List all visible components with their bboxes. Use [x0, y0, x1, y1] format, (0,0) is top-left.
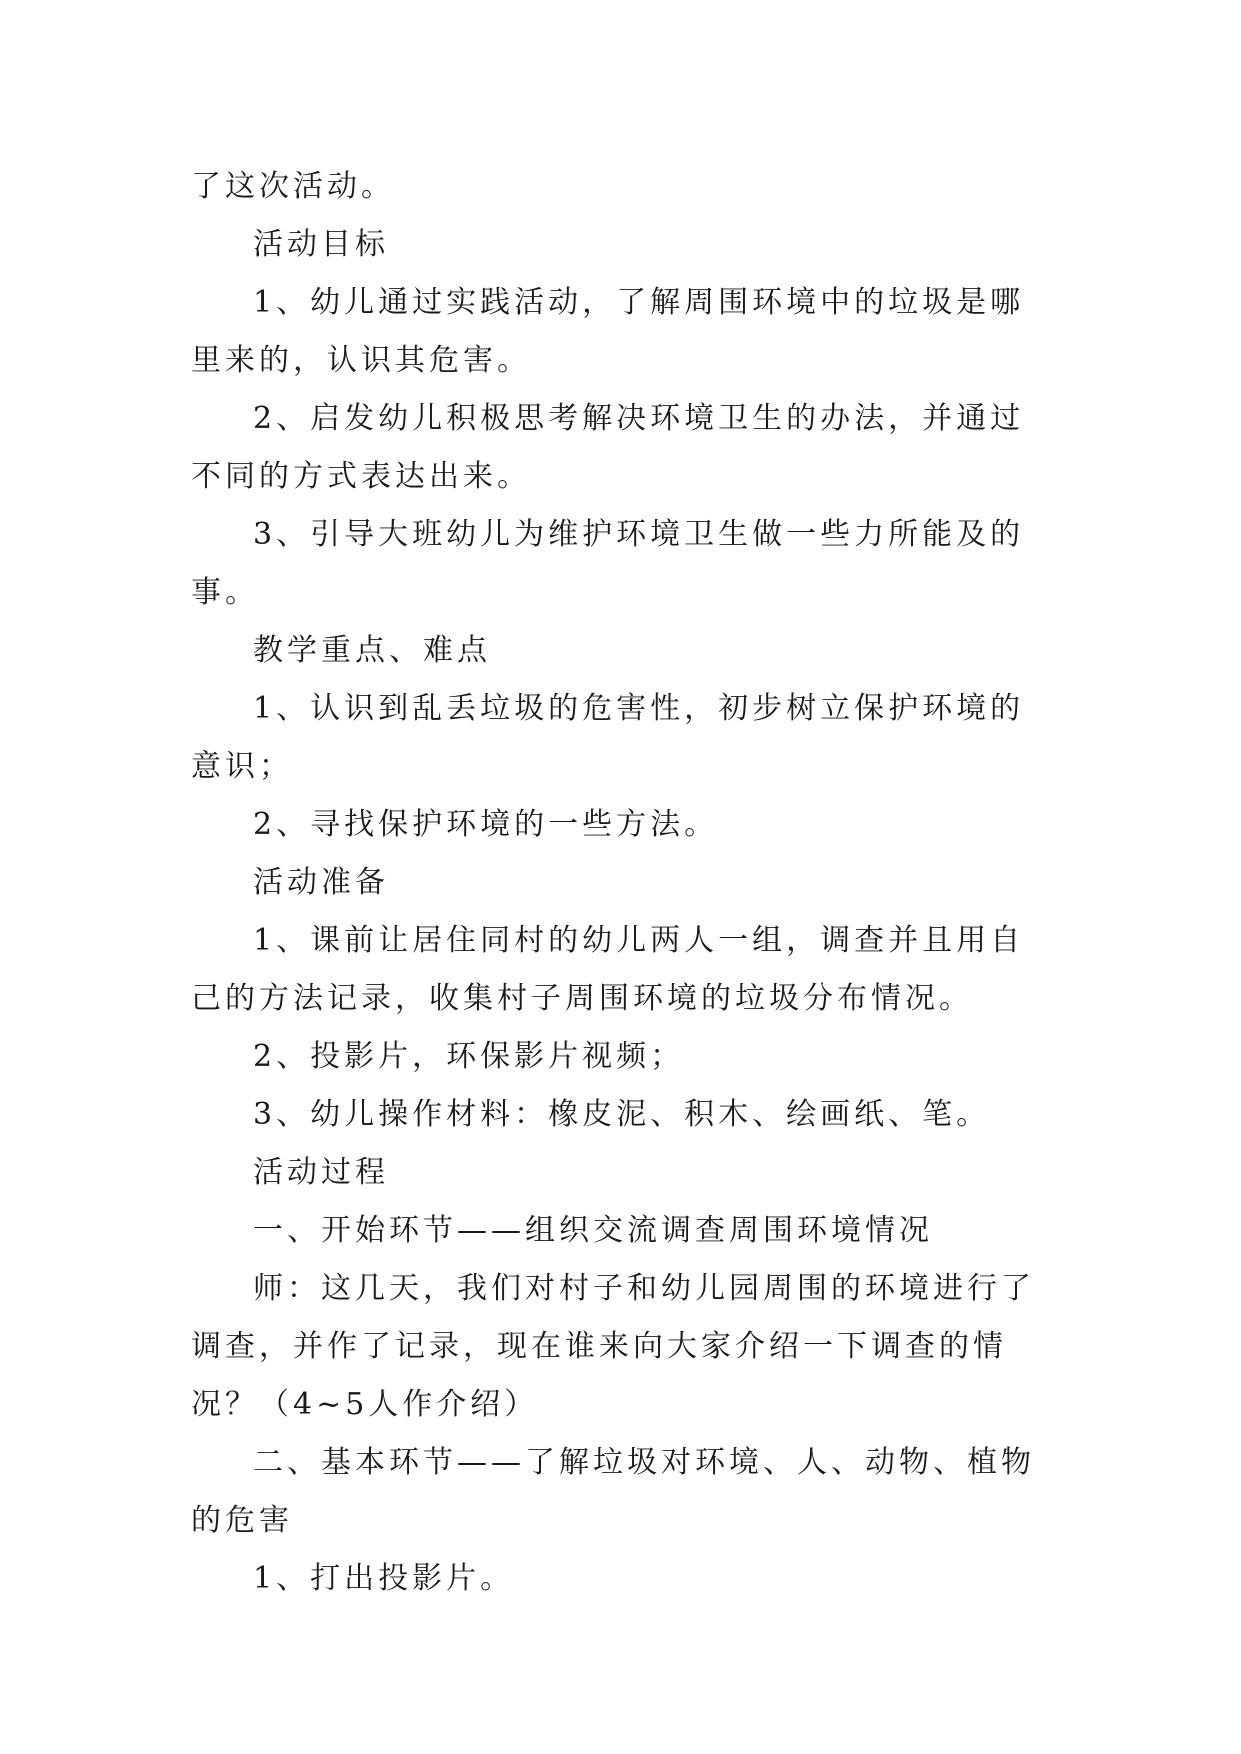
section-heading-key-points: 教学重点、难点: [253, 633, 491, 668]
paragraph: 1、认识到乱丢垃圾的危害性，初步树立保护环境的意识；: [191, 691, 1025, 784]
paragraph: 3、引导大班幼儿为维护环境卫生做一些力所能及的事。: [191, 517, 1025, 610]
section-heading-preparation: 活动准备: [253, 865, 389, 900]
section-heading-activity-goals: 活动目标: [253, 227, 389, 262]
paragraph: 1、课前让居住同村的幼儿两人一组，调查并且用自己的方法记录，收集村子周围环境的垃圾分布情况。: [191, 923, 1025, 1016]
paragraph: 2、投影片，环保影片视频；: [253, 1039, 685, 1074]
paragraph: 师：这几天，我们对村子和幼儿园周围的环境进行了调查，并作了记录，现在谁来向大家介绍一下调查的情况？（4~5人作介绍）: [191, 1271, 1035, 1422]
paragraph: 2、寻找保护环境的一些方法。: [253, 807, 719, 842]
section-heading-process: 活动过程: [253, 1155, 389, 1190]
paragraph: 了这次活动。: [191, 169, 395, 204]
paragraph: 2、启发幼儿积极思考解决环境卫生的办法，并通过不同的方式表达出来。: [191, 401, 1025, 494]
paragraph: 一、开始环节——组织交流调查周围环境情况: [253, 1213, 933, 1248]
paragraph: 1、打出投影片。: [253, 1561, 515, 1596]
document-body: [191, 158, 1057, 1608]
paragraph: 1、幼儿通过实践活动，了解周围环境中的垃圾是哪里来的，认识其危害。: [191, 285, 1025, 378]
paragraph: 3、幼儿操作材料：橡皮泥、积木、绘画纸、笔。: [253, 1097, 991, 1132]
paragraph: 二、基本环节——了解垃圾对环境、人、动物、植物的危害: [191, 1445, 1035, 1538]
